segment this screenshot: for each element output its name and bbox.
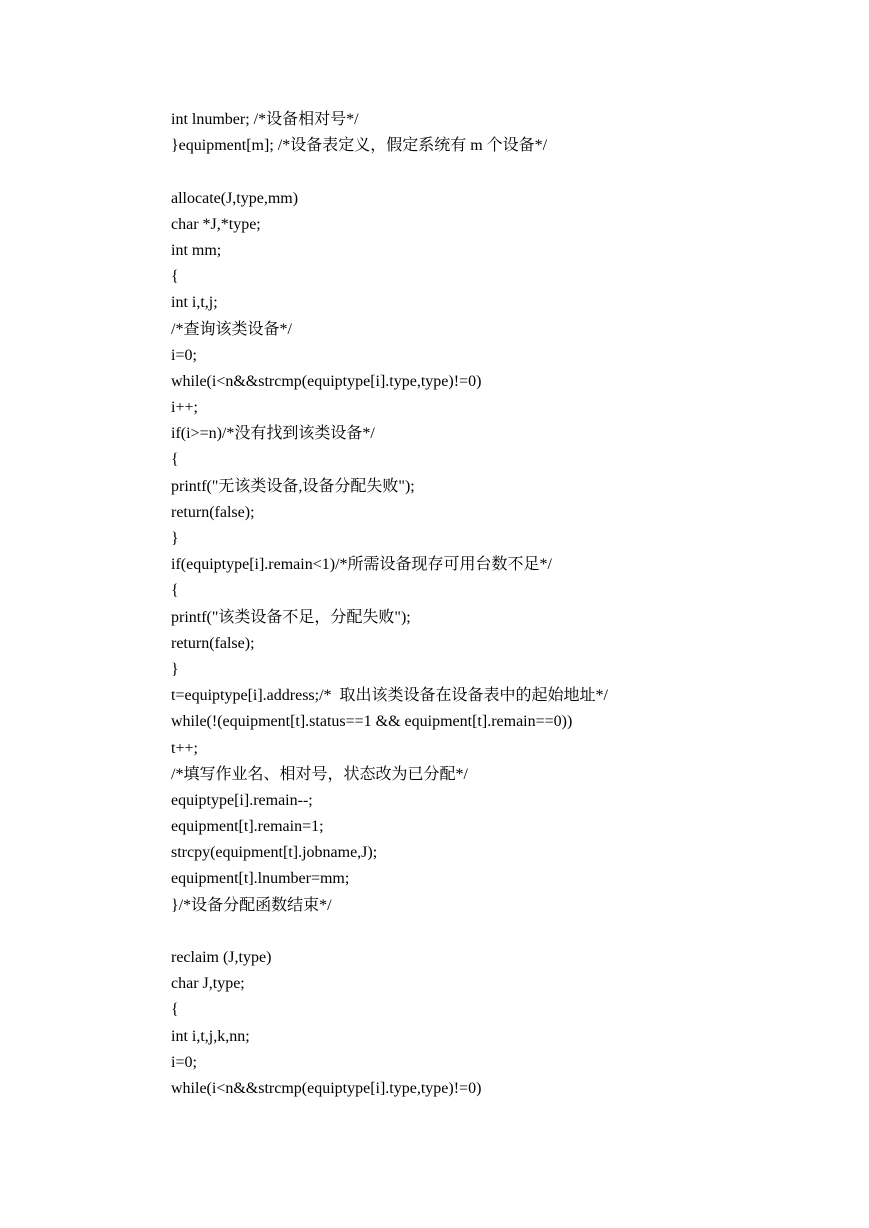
code-line: {: [171, 582, 179, 600]
code-line: {: [171, 451, 179, 469]
code-line: }/*设备分配函数结束*/: [171, 896, 332, 914]
code-line: int i,t,j,k,nn;: [171, 1027, 250, 1045]
code-line: strcpy(equipment[t].jobname,J);: [171, 844, 378, 862]
code-line: t++;: [171, 739, 198, 757]
code-line: int i,t,j;: [171, 294, 218, 312]
code-line: i++;: [171, 399, 198, 417]
code-comment: /*填写作业名、相对号，状态改为已分配*/: [171, 765, 468, 783]
code-line: }: [171, 660, 179, 678]
code-line: int mm;: [171, 241, 222, 259]
code-line: equipment[t].remain=1;: [171, 818, 324, 836]
blank-line: [171, 919, 831, 945]
code-line: }: [171, 530, 179, 547]
code-line: while(!(equipment[t].status==1 && equipment[t].remain==0)): [171, 713, 573, 731]
code-line: {: [171, 1001, 179, 1019]
code-line: printf("无该类设备,设备分配失败");: [171, 477, 415, 495]
code-line: while(i<n&&strcmp(equiptype[i].type,type)!=0): [171, 372, 482, 390]
code-line: char *J,*type;: [171, 215, 261, 233]
code-line: char J,type;: [171, 975, 245, 993]
code-line: if(equiptype[i].remain<1)/*所需设备现存可用台数不足*/: [171, 556, 552, 574]
code-line: {: [171, 268, 179, 286]
code-line: int lnumber; /*设备相对号*/: [171, 111, 359, 128]
code-comment: /*查询该类设备*/: [171, 320, 292, 338]
code-line: equipment[t].lnumber=mm;: [171, 870, 350, 888]
code-line: i=0;: [171, 1053, 197, 1071]
code-line: while(i<n&&strcmp(equiptype[i].type,type)!=0): [171, 1079, 482, 1097]
code-line: equiptype[i].remain--;: [171, 791, 313, 809]
blank-line: [171, 159, 831, 185]
code-line: reclaim (J,type): [171, 949, 272, 966]
code-listing: [171, 107, 831, 1102]
code-line: allocate(J,type,mm): [171, 189, 299, 207]
code-line: i=0;: [171, 346, 197, 364]
code-line: return(false);: [171, 503, 255, 521]
code-line: }equipment[m]; /*设备表定义，假定系统有 m 个设备*/: [171, 137, 548, 155]
code-line: printf("该类设备不足，分配失败");: [171, 608, 411, 626]
code-line: if(i>=n)/*没有找到该类设备*/: [171, 425, 375, 443]
code-line: t=equiptype[i].address;/* 取出该类设备在设备表中的起始地址*/: [171, 687, 608, 705]
code-line: return(false);: [171, 634, 255, 652]
